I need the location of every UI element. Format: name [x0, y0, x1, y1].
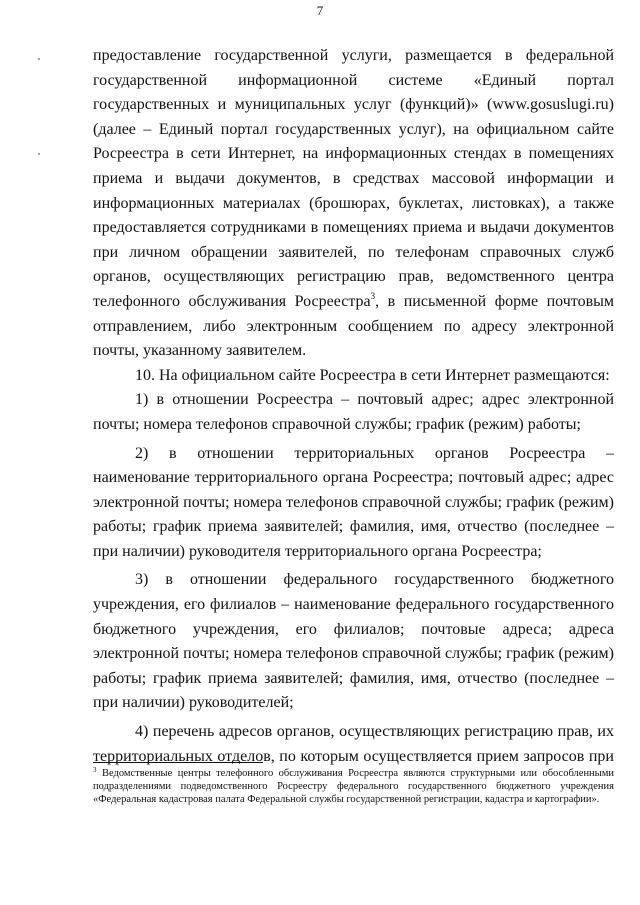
- footnote-text: Ведомственные центры телефонного обслуживания Росреестра являются структурными или обособленными подразделениями подведомственного Росреестру федерального государственного бюджетного учреждения «Федеральная кадастровая палата Федеральной службы государственной регистрации, кадастра и картографии».: [93, 768, 614, 805]
- document-body: [93, 44, 614, 769]
- scan-speck: [38, 58, 40, 60]
- paragraph-continuation: [93, 44, 614, 364]
- footnote-reference: 3: [370, 290, 376, 301]
- paragraph-10: 10. На официальном сайте Росреестра в сети Интернет размещаются:: [135, 366, 610, 384]
- paragraph-text: предоставление государственной услуги, размещается в федеральной государственной информационной системе «Единый портал государственных и муниципальных услуг (функций)» (www.gosuslugi.ru) (далее – Единый портал государственных услуг), на официальном сайте Росреестра в сети Интернет, на информационных стендах в помещениях приема и выдачи документов, в средствах массовой информации и информационных материалах (брошюрах, буклетах, листовках), а также предоставляется сотрудниками в помещениях приема и выдачи документов при личном обращении заявителей, по телефонам справочных служб органов, осуществляющих регистрацию прав, ведомственного центра телефонного обслуживания Росреестра: [93, 47, 614, 310]
- list-item-3: 3) в отношении федерального государственного бюджетного учреждения, его филиалов – наименование федерального государственного бюджетного учреждения, его филиалов; почтовые адреса; адреса электронной почты; номера телефонов справочной службы; график (режим) работы; график приема заявителей; фамилия, имя, отчество (последнее – при наличии) руководителей;: [93, 571, 614, 712]
- paragraph-text-after-reference: , в письменной форме почтовым отправлением, либо электронным сообщением по адресу электронной почты, указанному заявителем.: [93, 292, 614, 360]
- scan-speck: [38, 153, 40, 155]
- footnote-marker: 3: [93, 766, 97, 774]
- list-item-4: 4) перечень адресов органов, осуществляющих регистрацию прав, их территориальных отделов, по которым осуществляется прием запросов при: [93, 723, 614, 765]
- list-item-2: 2) в отношении территориальных органов Росреестра – наименование территориального органа Росреестра; почтовый адрес; адрес электронной почты; номера телефонов справочной службы; график (режим) работы; график приема заявителей; фамилия, имя, отчество (последнее – при наличии) руководителя территориального органа Росреестра;: [93, 444, 614, 560]
- page-number: 7: [316, 3, 324, 18]
- list-item-1: 1) в отношении Росреестра – почтовый адрес; адрес электронной почты; номера телефонов справочной службы; график (режим) работы;: [93, 391, 614, 433]
- footnote-divider: [93, 762, 263, 763]
- footnote: [93, 768, 614, 806]
